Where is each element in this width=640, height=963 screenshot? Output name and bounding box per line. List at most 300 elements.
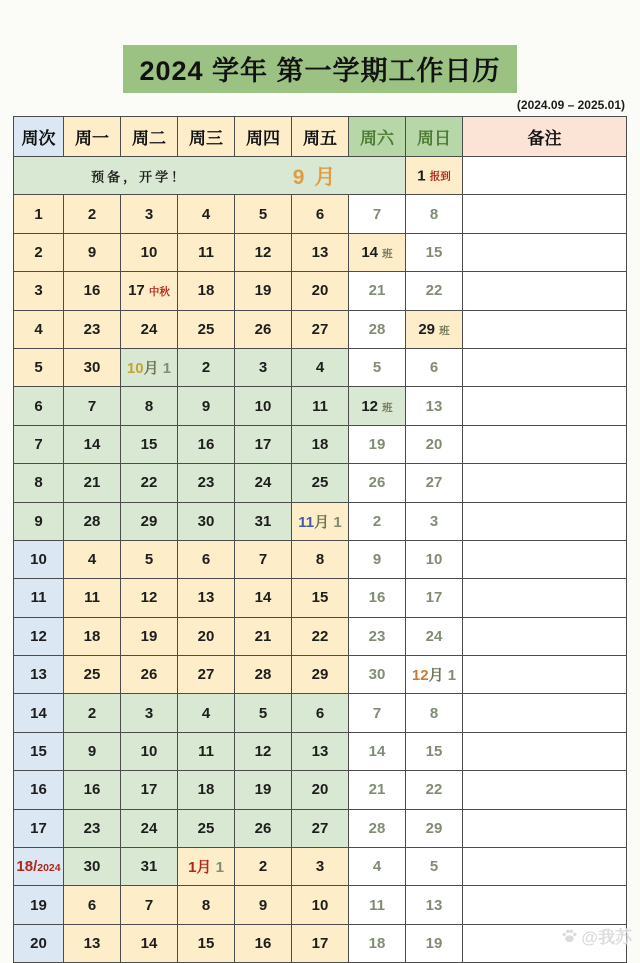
cell-text: 23 (368, 627, 386, 645)
cell-text: 11 (198, 743, 214, 761)
cell-text: 13 (425, 896, 443, 914)
cell-text: 24 (254, 474, 272, 492)
date-range-subtitle: (2024.09 – 2025.01) (516, 98, 625, 112)
month-banner-row (14, 157, 627, 195)
sunday-cell (406, 195, 463, 233)
cell-text: 17 (140, 781, 158, 799)
cell-text: 30 (83, 359, 101, 377)
day-cell (64, 464, 121, 502)
cell-text: 14 (361, 243, 383, 261)
cell-text: 5 (258, 205, 268, 223)
watermark (561, 923, 632, 948)
cell-text: 24 (140, 320, 158, 338)
week-row (14, 387, 627, 425)
day-cell (292, 886, 349, 924)
cell-text: 1 (329, 513, 342, 531)
cell-text: 28 (368, 819, 386, 837)
cell-text: 月 (314, 513, 330, 531)
week-number-cell (14, 732, 64, 770)
cell-text: 15 (30, 743, 47, 761)
week-number-cell (14, 848, 64, 886)
week-row (14, 464, 627, 502)
week-row (14, 195, 627, 233)
remark-cell (463, 656, 627, 694)
remark-cell (463, 195, 627, 233)
week-number-cell (14, 617, 64, 655)
day-cell (178, 195, 235, 233)
sunday-cell (406, 310, 463, 348)
cell-text: 17 (254, 435, 272, 453)
day-cell (121, 272, 178, 310)
cell-text: 4 (201, 704, 211, 722)
sunday-cell (406, 502, 463, 540)
saturday-cell (349, 310, 406, 348)
cell-text: 29 (140, 512, 158, 530)
cell-text: 9 (34, 512, 43, 530)
cell-text: 19 (254, 282, 272, 300)
cell-text: 8 (34, 474, 43, 492)
day-cell (121, 310, 178, 348)
saturday-cell (349, 348, 406, 386)
day-cell (235, 694, 292, 732)
cell-text: 30 (368, 666, 386, 684)
cell-text: 13 (30, 666, 47, 684)
cell-text: 31 (140, 858, 158, 876)
cell-text: 3 (315, 858, 325, 876)
day-cell (178, 924, 235, 962)
day-cell (235, 502, 292, 540)
day-cell (178, 694, 235, 732)
cell-text: 7 (372, 704, 382, 722)
cell-text: 27 (197, 666, 215, 684)
saturday-cell (349, 502, 406, 540)
remark-cell (463, 540, 627, 578)
day-cell (121, 886, 178, 924)
saturday-cell (349, 272, 406, 310)
cell-text: 25 (197, 819, 215, 837)
day-cell (64, 732, 121, 770)
cell-text: 10 (254, 397, 272, 415)
cell-text: 11 (30, 589, 47, 607)
week-number-cell (14, 348, 64, 386)
week-row (14, 272, 627, 310)
sunday-cell (406, 387, 463, 425)
remark-cell (463, 425, 627, 463)
day-cell (121, 233, 178, 271)
remark-cell (463, 272, 627, 310)
header-tuesday: 周二 (121, 117, 178, 157)
saturday-cell (349, 848, 406, 886)
day-cell (292, 694, 349, 732)
cell-text: 1 (211, 859, 224, 877)
day-cell (292, 771, 349, 809)
cell-text: 19 (368, 435, 386, 453)
cell-text: 23 (197, 474, 215, 492)
cell-text: 1 (158, 360, 172, 378)
cell-text: 9 (258, 896, 268, 914)
cell-text: 14 (368, 743, 386, 761)
page-title: 2024 学年 第一学期工作日历 (123, 45, 516, 93)
paw-icon (561, 927, 578, 944)
day-cell (178, 310, 235, 348)
day-cell (178, 348, 235, 386)
week-number-cell (14, 425, 64, 463)
header-saturday: 周六 (349, 117, 406, 157)
cell-text: 6 (87, 896, 97, 914)
cell-text: 24 (425, 627, 443, 645)
cell-text: 27 (311, 819, 329, 837)
cell-text: 10 (30, 551, 47, 569)
day-cell (235, 886, 292, 924)
day-cell (121, 809, 178, 847)
day-cell (292, 348, 349, 386)
cell-text: 2 (34, 243, 43, 261)
cell-text: 17 (128, 282, 149, 300)
cell-text: 2 (87, 704, 97, 722)
cell-text: 22 (140, 474, 158, 492)
saturday-cell (349, 924, 406, 962)
week-row (14, 579, 627, 617)
day-cell (235, 464, 292, 502)
day-cell (121, 348, 178, 386)
cell-text: 1 (34, 205, 43, 223)
day-cell (64, 540, 121, 578)
cell-text: 29 (311, 666, 329, 684)
day-cell (292, 310, 349, 348)
week-number-cell (14, 540, 64, 578)
cell-text: 19 (254, 781, 272, 799)
cell-text: 21 (368, 282, 386, 300)
cell-text: 10 (126, 360, 144, 378)
report-day-number: 1 (417, 167, 430, 185)
cell-text: 23 (83, 819, 101, 837)
cell-text: 20 (311, 282, 329, 300)
week-number-cell (14, 387, 64, 425)
cell-text: 7 (34, 435, 43, 453)
cell-text: 19 (425, 935, 443, 952)
sunday-cell (406, 848, 463, 886)
day-cell (64, 617, 121, 655)
day-cell (64, 809, 121, 847)
sunday-cell (406, 233, 463, 271)
cell-text: 6 (315, 704, 325, 722)
saturday-cell (349, 195, 406, 233)
sunday-cell (406, 732, 463, 770)
cell-text: 月 (428, 667, 444, 685)
remark-cell (463, 310, 627, 348)
cell-text: 14 (30, 704, 47, 722)
day-cell (235, 272, 292, 310)
day-cell (64, 656, 121, 694)
cell-text: 中秋 (148, 286, 170, 299)
day-cell (64, 502, 121, 540)
day-cell (235, 310, 292, 348)
cell-text: 18 (197, 781, 215, 799)
cell-text: 13 (197, 589, 215, 607)
day-cell (178, 579, 235, 617)
cell-text: 12 (361, 397, 383, 415)
day-cell (121, 195, 178, 233)
day-cell (121, 540, 178, 578)
sunday-cell (406, 656, 463, 694)
saturday-cell (349, 233, 406, 271)
cell-text: 15 (425, 243, 443, 261)
cell-text: 16 (83, 282, 101, 300)
day-cell (121, 502, 178, 540)
cell-text: 13 (311, 743, 329, 761)
week-number-cell (14, 464, 64, 502)
day-cell (292, 579, 349, 617)
day-cell (235, 617, 292, 655)
day-cell (292, 540, 349, 578)
cell-text: 26 (140, 666, 158, 684)
cell-text: 14 (254, 589, 272, 607)
week-row (14, 924, 627, 962)
cell-text: 3 (258, 359, 268, 377)
header-row (14, 117, 627, 157)
day-cell (64, 195, 121, 233)
cell-text: 4 (372, 858, 382, 876)
week-row (14, 310, 627, 348)
cell-text: 18/ (16, 858, 38, 876)
week-number-cell (14, 195, 64, 233)
cell-text: 22 (311, 627, 329, 645)
remark-cell (463, 809, 627, 847)
cell-text: 11 (84, 589, 100, 607)
day-cell (121, 694, 178, 732)
cell-text: 9 (201, 397, 211, 415)
cell-text: 3 (144, 205, 154, 223)
cell-text: 20 (311, 781, 329, 799)
day-cell (235, 195, 292, 233)
day-cell (235, 579, 292, 617)
cell-text: 3 (34, 282, 43, 300)
cell-text: 5 (372, 359, 382, 377)
cell-text: 4 (315, 359, 325, 377)
remark-cell (463, 233, 627, 271)
calendar-table (13, 116, 627, 963)
day-cell (292, 809, 349, 847)
day-cell (178, 732, 235, 770)
week-row (14, 617, 627, 655)
cell-text: 2 (372, 512, 382, 530)
day-cell (235, 348, 292, 386)
day-cell (235, 540, 292, 578)
cell-text: 4 (34, 320, 43, 338)
day-cell (121, 617, 178, 655)
day-cell (235, 848, 292, 886)
day-cell (292, 848, 349, 886)
week-row (14, 233, 627, 271)
cell-text: 7 (144, 896, 154, 914)
watermark-text: @我苏 (581, 928, 632, 947)
cell-text: 5 (258, 704, 268, 722)
day-cell (64, 924, 121, 962)
cell-text: 26 (254, 819, 272, 837)
day-cell (178, 425, 235, 463)
day-cell (178, 886, 235, 924)
sunday-cell (406, 425, 463, 463)
cell-text: 31 (254, 512, 272, 530)
header-wednesday: 周三 (178, 117, 235, 157)
day-cell (178, 656, 235, 694)
day-cell (292, 233, 349, 271)
sunday-cell (406, 579, 463, 617)
cell-text: 9 (372, 551, 382, 569)
report-day-cell (406, 157, 463, 195)
cell-text: 8 (144, 397, 154, 415)
day-cell (64, 310, 121, 348)
week-number-cell (14, 233, 64, 271)
day-cell (121, 848, 178, 886)
remark-cell (463, 771, 627, 809)
day-cell (121, 732, 178, 770)
cell-text: 13 (311, 243, 329, 261)
day-cell (235, 809, 292, 847)
report-note: 报到 (429, 170, 451, 183)
cell-text: 班 (382, 247, 393, 260)
day-cell (64, 848, 121, 886)
week-row (14, 848, 627, 886)
cell-text: 8 (315, 551, 325, 569)
cell-text: 11 (369, 896, 385, 914)
cell-text: 18 (368, 935, 386, 952)
day-cell (235, 425, 292, 463)
handwriting-note: 预备，开学！ (91, 169, 188, 185)
day-cell (64, 771, 121, 809)
saturday-cell (349, 656, 406, 694)
cell-text: 12 (140, 589, 158, 607)
cell-text: 26 (254, 320, 272, 338)
day-cell (292, 732, 349, 770)
cell-text: 5 (34, 359, 43, 377)
cell-text: 9 (87, 743, 97, 761)
cell-text: 16 (254, 935, 272, 952)
header-friday: 周五 (292, 117, 349, 157)
cell-text: 16 (30, 781, 47, 799)
day-cell (235, 656, 292, 694)
day-cell (292, 425, 349, 463)
cell-text: 8 (429, 205, 439, 223)
cell-text: 2 (258, 858, 268, 876)
week-number-cell (14, 694, 64, 732)
cell-text: 30 (83, 858, 101, 876)
sunday-cell (406, 464, 463, 502)
cell-text: 10 (311, 896, 329, 914)
cell-text: 18 (311, 435, 329, 453)
day-cell (292, 272, 349, 310)
saturday-cell (349, 886, 406, 924)
cell-text: 14 (140, 935, 158, 952)
cell-text: 2024 (37, 862, 61, 875)
cell-text: 17 (311, 935, 329, 952)
title-wrap (0, 0, 640, 93)
cell-text: 1 (188, 859, 197, 877)
cell-text: 5 (144, 551, 154, 569)
cell-text: 18 (197, 282, 215, 300)
cell-text: 25 (311, 474, 329, 492)
header-sunday: 周日 (406, 117, 463, 157)
remark-cell (463, 732, 627, 770)
cell-text: 29 (425, 819, 443, 837)
week-row (14, 348, 627, 386)
day-cell (64, 425, 121, 463)
week-row (14, 425, 627, 463)
cell-text: 6 (201, 551, 211, 569)
cell-text: 10 (140, 743, 158, 761)
week-number-cell (14, 310, 64, 348)
remark-cell (463, 502, 627, 540)
cell-text: 27 (425, 474, 443, 492)
day-cell (121, 656, 178, 694)
remark-cell (463, 348, 627, 386)
day-cell (292, 502, 349, 540)
day-cell (178, 540, 235, 578)
cell-text: 30 (197, 512, 215, 530)
cell-text: 28 (368, 320, 386, 338)
day-cell (64, 272, 121, 310)
cell-text: 5 (429, 858, 439, 876)
cell-text: 10 (140, 243, 158, 261)
saturday-cell (349, 732, 406, 770)
september-label: 9 月 (292, 165, 338, 189)
day-cell (292, 924, 349, 962)
day-cell (64, 579, 121, 617)
sunday-cell (406, 809, 463, 847)
cell-text: 12 (411, 667, 429, 685)
day-cell (64, 348, 121, 386)
day-cell (121, 924, 178, 962)
day-cell (235, 233, 292, 271)
cell-text: 7 (87, 397, 97, 415)
cell-text: 23 (83, 320, 101, 338)
cell-text: 13 (83, 935, 101, 952)
cell-text: 16 (368, 589, 386, 607)
week-number-cell (14, 771, 64, 809)
cell-text: 15 (197, 935, 215, 952)
saturday-cell (349, 464, 406, 502)
cell-text: 13 (425, 397, 443, 415)
day-cell (178, 771, 235, 809)
cell-text: 6 (429, 359, 439, 377)
day-cell (178, 502, 235, 540)
day-cell (121, 771, 178, 809)
cell-text: 7 (372, 205, 382, 223)
remark-cell (463, 464, 627, 502)
day-cell (292, 656, 349, 694)
cell-text: 3 (144, 704, 154, 722)
week-number-cell (14, 924, 64, 962)
cell-text: 16 (197, 435, 215, 453)
remark-cell (463, 387, 627, 425)
week-number-cell (14, 502, 64, 540)
week-number-cell (14, 579, 64, 617)
day-cell (292, 195, 349, 233)
calendar-body (14, 157, 627, 963)
cell-text: 26 (368, 474, 386, 492)
cell-text: 8 (201, 896, 211, 914)
cell-text: 18 (83, 627, 101, 645)
cell-text: 月 (196, 859, 212, 877)
cell-text: 班 (439, 324, 450, 337)
cell-text: 25 (197, 320, 215, 338)
week-number-cell (14, 809, 64, 847)
header-week-number: 周次 (14, 117, 64, 157)
remark-cell (463, 157, 627, 195)
remark-cell (463, 694, 627, 732)
remark-cell (463, 886, 627, 924)
cell-text: 12 (254, 743, 272, 761)
